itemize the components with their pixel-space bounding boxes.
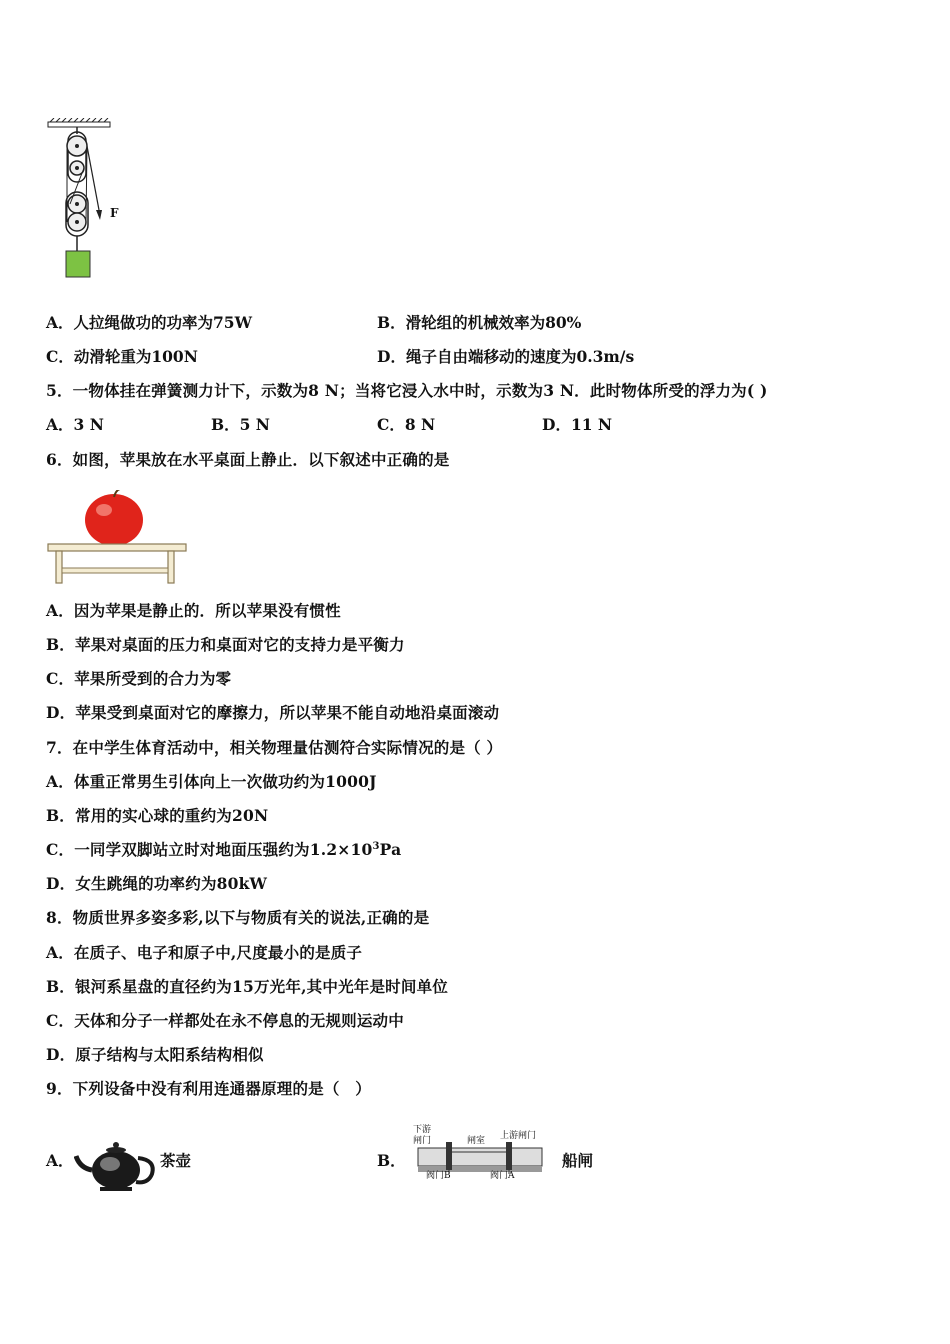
q9-option-a-letter: A． — [46, 1151, 74, 1170]
lock-label-valve-b: 阀门B — [426, 1171, 451, 1181]
q7-option-b: B．常用的实心球的重约为20N — [46, 806, 269, 825]
q6-option-a: A．因为苹果是静止的．所以苹果没有惯性 — [46, 601, 341, 620]
q9-option-a-label: 茶壶 — [160, 1151, 192, 1170]
lock-label-chamber: 闸室 — [467, 1136, 486, 1146]
q9-stem: 9．下列设备中没有利用连通器原理的是（ ） — [46, 1079, 371, 1098]
q8-option-c: C．天体和分子一样都处在永不停息的无规则运动中 — [46, 1011, 404, 1030]
q6-option-c: C．苹果所受到的合力为零 — [46, 669, 232, 688]
q8-option-d: D．原子结构与太阳系结构相似 — [46, 1045, 264, 1064]
q8-option-a: A．在质子、电子和原子中,尺度最小的是质子 — [46, 943, 363, 962]
q8-option-b: B．银河系星盘的直径约为15万光年,其中光年是时间单位 — [46, 977, 448, 996]
q7-option-a: A．体重正常男生引体向上一次做功约为1000J — [46, 772, 377, 791]
q7-option-d: D．女生跳绳的功率约为80kW — [46, 874, 268, 893]
q6-option-d: D．苹果受到桌面对它的摩擦力，所以苹果不能自动地沿桌面滚动 — [46, 703, 500, 722]
lock-label-down-gate: 下游 — [413, 1125, 432, 1135]
q5-option-c: C．8 N — [377, 415, 436, 434]
q9-option-b-letter: B． — [377, 1151, 406, 1170]
q4-option-c: C．动滑轮重为100N — [46, 347, 198, 366]
q5-option-b: B．5 N — [211, 415, 270, 434]
q7-option-c — [46, 838, 401, 860]
q8-stem: 8．物质世界多姿多彩,以下与物质有关的说法,正确的是 — [46, 908, 430, 927]
q5-option-a: A．3 N — [46, 415, 104, 434]
q4-option-a: A．人拉绳做功的功率为75W — [46, 313, 253, 332]
q4-option-d: D．绳子自由端移动的速度为0.3m/s — [377, 347, 635, 366]
force-label: F — [110, 206, 119, 220]
q7-option-c-exponent: 3 — [372, 840, 380, 852]
lock-label-valve-a: 阀门A — [490, 1171, 515, 1181]
q6-option-b: B．苹果对桌面的压力和桌面对它的支持力是平衡力 — [46, 635, 405, 654]
q7-option-c-text: C．一同学双脚站立时对地面压强约为1.2×10 — [46, 840, 373, 859]
q9-option-b-label: 船闸 — [562, 1151, 594, 1170]
q5-stem: 5．一物体挂在弹簧测力计下，示数为8 N；当将它浸入水中时，示数为3 N．此时物体所受的浮力为( ) — [46, 381, 768, 400]
q5-option-d: D．11 N — [542, 415, 613, 434]
teapot-figure — [74, 1138, 160, 1194]
q4-option-b: B．滑轮组的机械效率为80% — [377, 313, 582, 332]
lock-label-down-gate-2: 闸门 — [413, 1136, 432, 1146]
q7-stem: 7．在中学生体育活动中，相关物理量估测符合实际情况的是（ ） — [46, 738, 503, 757]
lock-label-up-gate: 上游闸门 — [500, 1131, 537, 1141]
pulley-system-figure — [44, 118, 134, 283]
q6-stem: 6．如图，苹果放在水平桌面上静止．以下叙述中正确的是 — [46, 450, 450, 469]
apple-on-table-figure — [46, 490, 188, 586]
q7-option-c-unit: Pa — [379, 840, 402, 859]
